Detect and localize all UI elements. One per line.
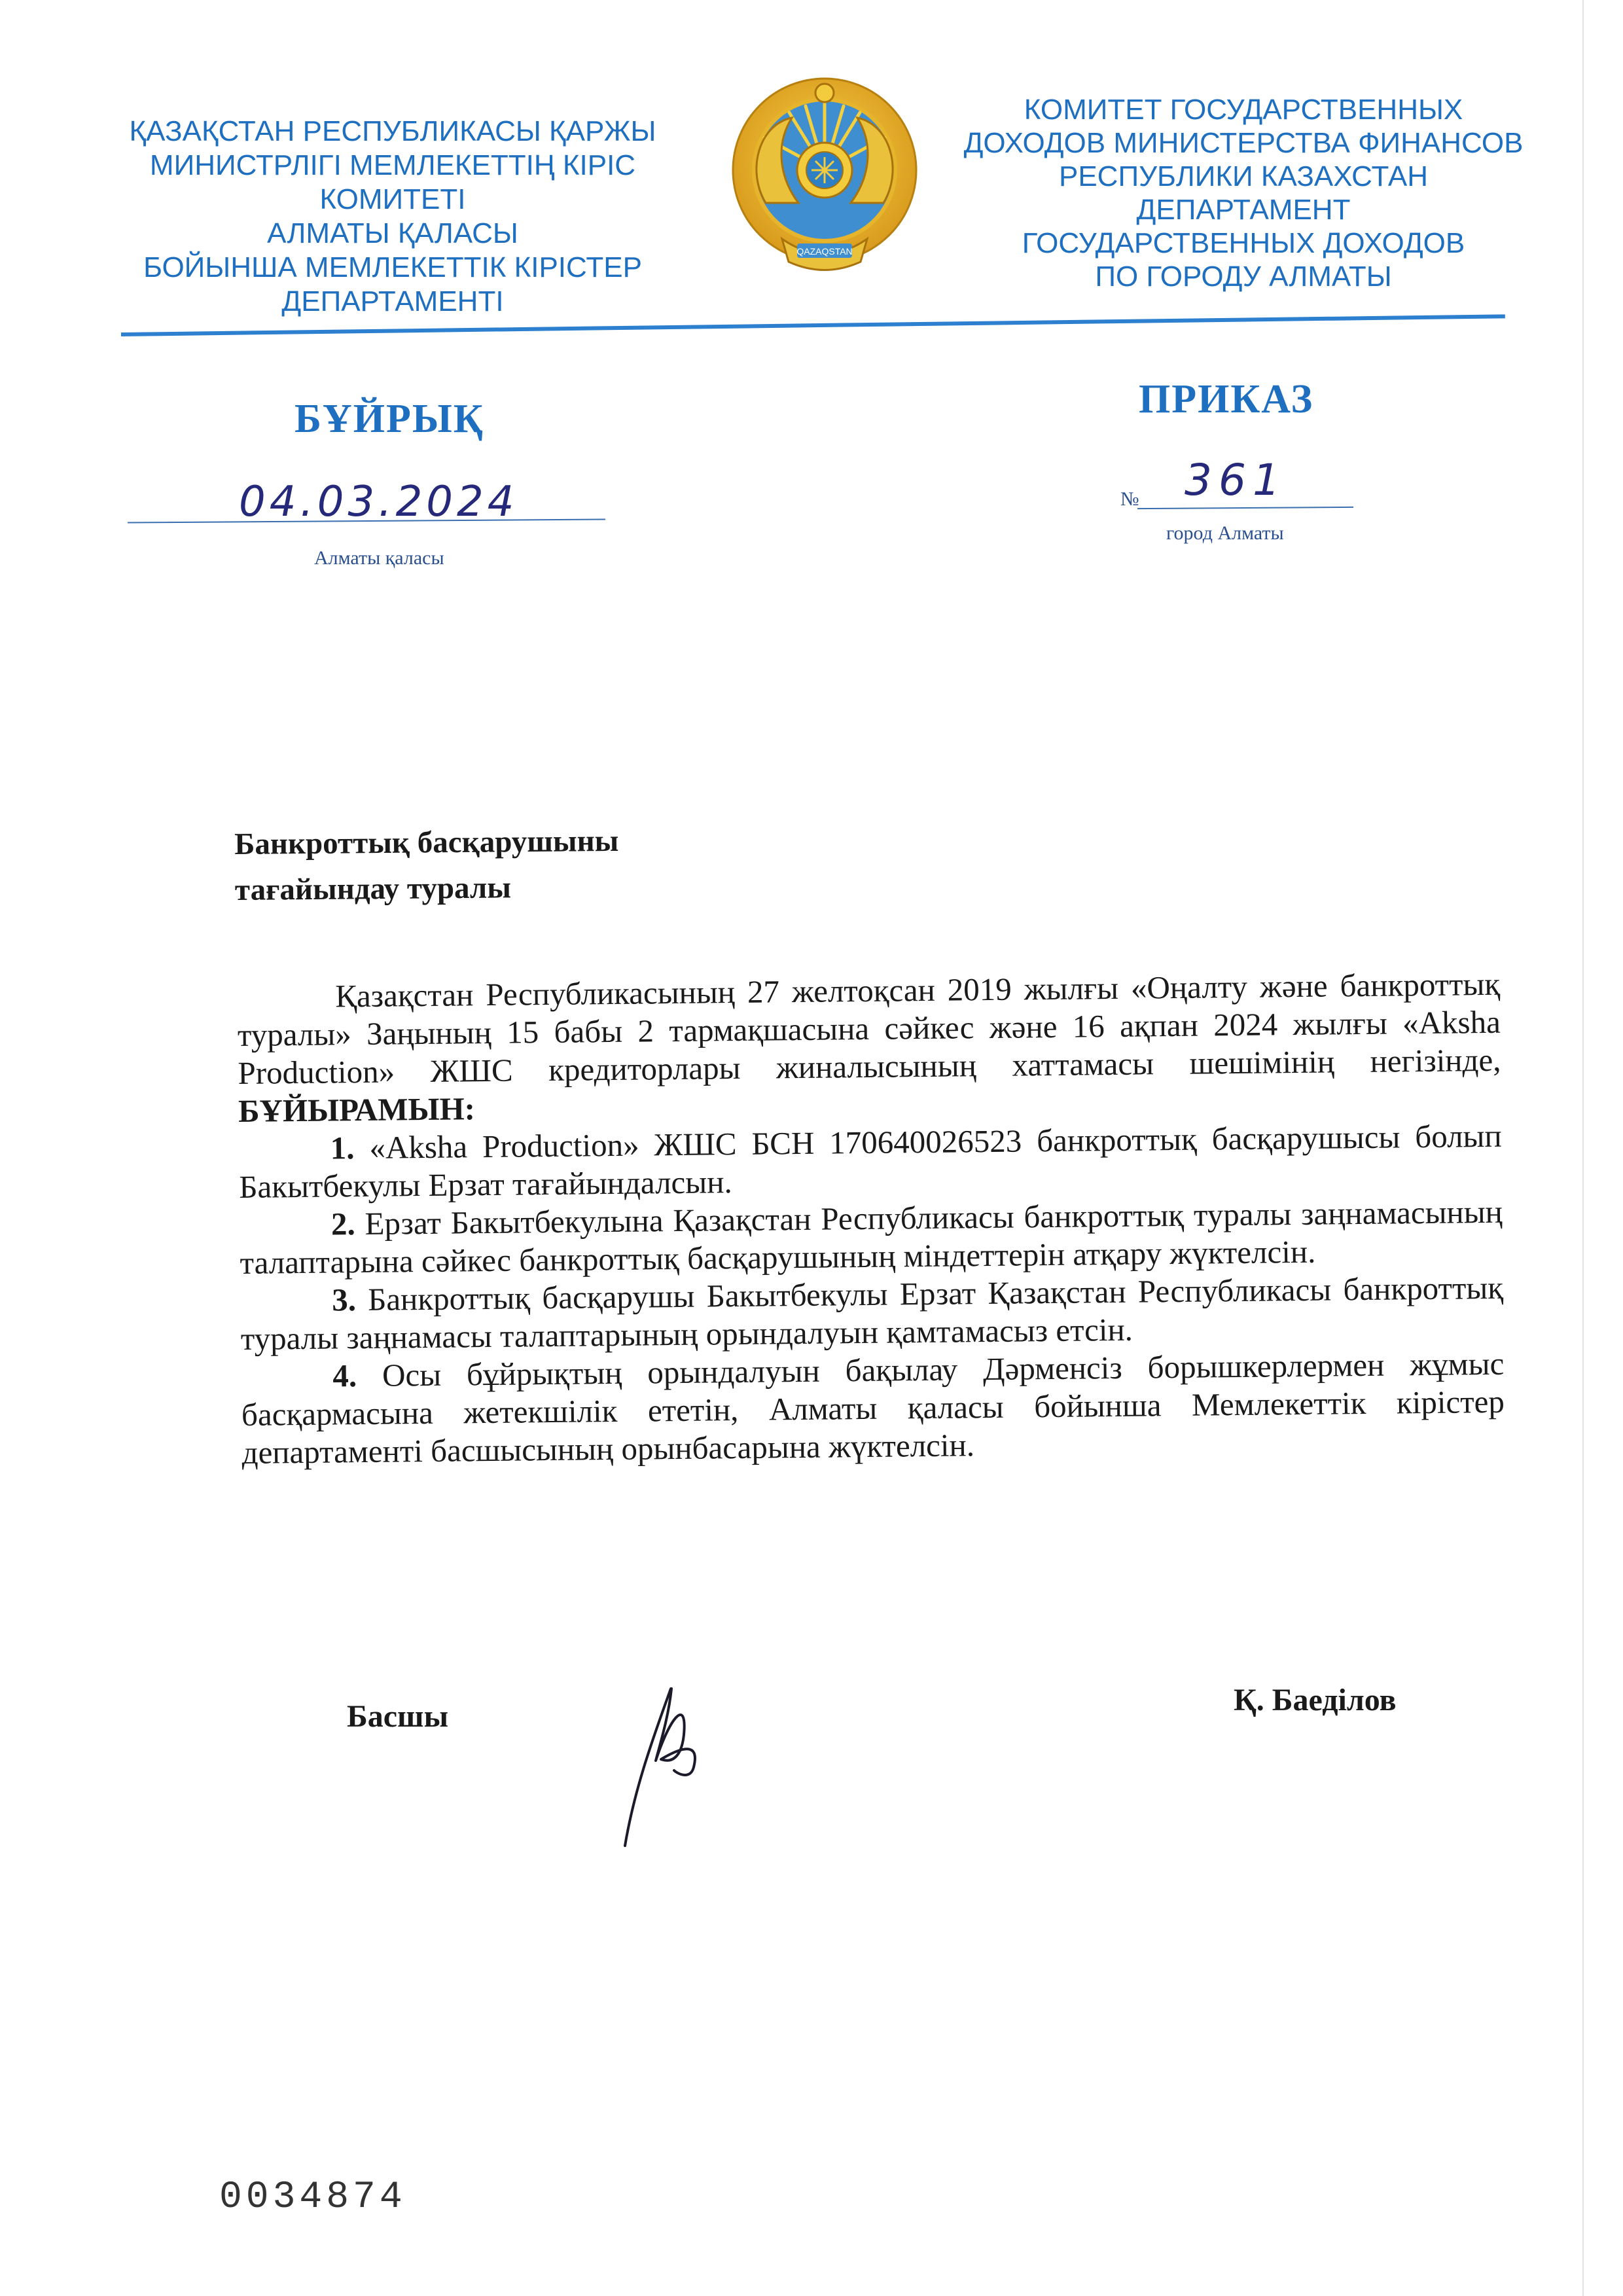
city-kazakh: Алматы қаласы xyxy=(314,547,444,569)
header-left-line: ҚАЗАҚСТАН РЕСПУБЛИКАСЫ ҚАРЖЫ xyxy=(129,115,656,147)
title-kazakh: БҰЙРЫҚ xyxy=(294,397,484,441)
order-number-handwritten: 361 xyxy=(1185,455,1287,505)
intro-paragraph xyxy=(237,965,1501,1130)
order-item-2 xyxy=(240,1193,1503,1282)
header-left-line: АЛМАТЫ ҚАЛАСЫ xyxy=(267,217,518,249)
number-sign: № xyxy=(1120,488,1139,510)
item-number: 4. xyxy=(332,1357,357,1394)
item-text: Ерзат Бакытбекулына Қазақстан Республикасы банкроттық туралы заңнамасының талаптарына сәйкес банкроттық басқарушының міндеттерін атқару жүктелсін. xyxy=(240,1193,1503,1281)
order-verb: БҰЙЫРАМЫН: xyxy=(238,1090,476,1129)
date-handwritten: 04.03.2024 xyxy=(239,478,518,526)
header-right-line: ДОХОДОВ МИНИСТЕРСТВА ФИНАНСОВ xyxy=(963,127,1524,159)
number-underline xyxy=(1137,507,1353,509)
header-right-line: ДЕПАРТАМЕНТ xyxy=(1136,194,1351,226)
order-item-1 xyxy=(238,1117,1502,1206)
subject-line-2: тағайындау туралы xyxy=(234,870,512,907)
header-right-line: ПО ГОРОДУ АЛМАТЫ xyxy=(1095,260,1392,293)
signer-title: Басшы xyxy=(347,1699,449,1734)
order-subject xyxy=(234,818,619,913)
item-text: Банкроттық басқарушы Бакытбекулы Ерзат Қазақстан Республикасы банкроттық туралы заңнамасы талаптарының орындалуын қамтамасыз етсін. xyxy=(240,1269,1504,1357)
order-body xyxy=(237,965,1505,1472)
title-russian: ПРИКАЗ xyxy=(1139,377,1314,422)
header-left-line: БОЙЫНША МЕМЛЕКЕТТІК КІРІСТЕР xyxy=(143,251,642,283)
header-left-line: КОМИТЕТІ xyxy=(319,183,466,215)
order-item-4 xyxy=(241,1345,1505,1472)
header-left-line: МИНИСТРЛІГІ МЕМЛЕКЕТТІҢ КІРІС xyxy=(149,149,636,181)
header-right-line: ГОСУДАРСТВЕННЫХ ДОХОДОВ xyxy=(1022,227,1465,259)
item-text: «Aksha Production» ЖШС БСН 170640026523 банкроттық басқарушысы болып Бакытбекулы Ерзат тағайындалсын. xyxy=(239,1117,1502,1205)
intro-text: Қазақстан Республикасының 27 желтоқсан 2019 жылғы «Оңалту және банкроттық туралы» Заңының 15 бабы 2 тармақшасына сәйкес және 16 ақпан 2024 жылғы «Aksha Production» ЖШС кредиторлары жиналысының хаттамасы шешімінің негізінде, xyxy=(237,965,1501,1091)
header-right-line: КОМИТЕТ ГОСУДАРСТВЕННЫХ xyxy=(1024,94,1463,126)
handwritten-signature-icon xyxy=(609,1676,740,1859)
header-left-kazakh xyxy=(98,115,687,319)
header-left-line: ДЕПАРТАМЕНТІ xyxy=(281,285,504,317)
state-emblem-icon xyxy=(720,72,929,288)
order-item-3 xyxy=(240,1269,1504,1358)
signer-name: Қ. Баеділов xyxy=(1234,1683,1397,1717)
item-number: 2. xyxy=(330,1206,355,1242)
item-text: Осы бұйрықтың орындалуын бақылау Дәрменсіз борышкерлермен жұмыс басқармасына жетекшілік ететін, Алматы қаласы бойынша Мемлекеттік кірістер департаменті басшысының орынбасарына жүктелсін. xyxy=(241,1345,1505,1471)
header-right-line: РЕСПУБЛИКИ КАЗАХСТАН xyxy=(1058,160,1429,192)
emblem-text: QAZAQSTAN xyxy=(796,246,853,257)
item-number: 3. xyxy=(331,1282,357,1318)
document-serial-number: 0034874 xyxy=(219,2176,406,2219)
city-russian: город Алматы xyxy=(1166,522,1284,544)
item-number: 1. xyxy=(330,1130,355,1166)
header-right-russian xyxy=(949,93,1538,293)
page-edge-shadow xyxy=(1582,0,1584,2296)
subject-line-1: Банкроттық басқарушыны xyxy=(234,823,619,861)
